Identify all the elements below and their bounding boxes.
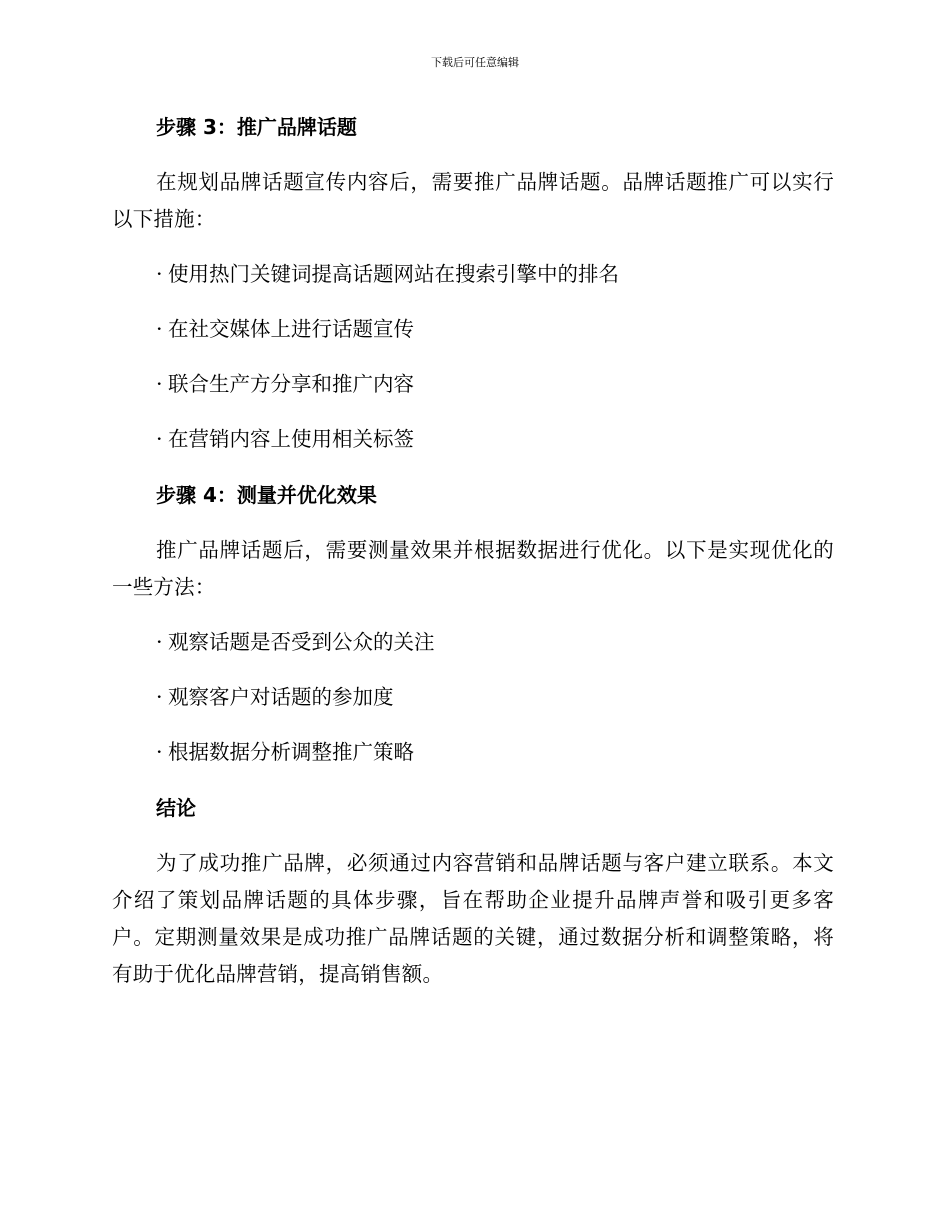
page-header: 下载后可任意编辑 [431,56,519,69]
section-heading-step3: 步骤 3：推广品牌话题 [156,115,357,139]
bullet-dot: · [156,427,163,451]
bullet-item [112,311,834,348]
section-paragraph-conclusion: 为了成功推广品牌，必须通过内容营销和品牌话题与客户建立联系。本文介绍了策划品牌话题的具体步骤，旨在帮助企业提升品牌声誉和吸引更多客户。定期测量效果是成功推广品牌话题的关键，通过数据分析和调整策略，将有助于优化品牌营销，提高销售额。 [112,851,834,986]
bullet-text: 观察客户对话题的参加度 [168,685,394,709]
bullet-text: 观察话题是否受到公众的关注 [168,630,435,654]
bullet-dot: · [156,372,163,396]
bullet-text: 使用热门关键词提高话题网站在搜索引擎中的排名 [168,262,619,286]
bullet-dot: · [156,630,163,654]
bullet-item [112,421,834,458]
section-paragraph-step3: 在规划品牌话题宣传内容后，需要推广品牌话题。品牌话题推广可以实行以下措施： [112,170,834,231]
section-heading-conclusion: 结论 [156,796,196,820]
bullet-text: 根据数据分析调整推广策略 [168,740,414,764]
bullet-item [112,366,834,403]
bullet-dot: · [156,317,163,341]
bullet-text: 联合生产方分享和推广内容 [168,372,414,396]
bullet-item [112,679,834,716]
bullet-item [112,624,834,661]
bullet-text: 在社交媒体上进行话题宣传 [168,317,414,341]
bullet-dot: · [156,685,163,709]
bullet-dot: · [156,262,163,286]
bullet-text: 在营销内容上使用相关标签 [168,427,414,451]
bullet-item [112,734,834,771]
bullet-item [112,256,834,293]
document-body [112,110,834,993]
section-paragraph-step4: 推广品牌话题后，需要测量效果并根据数据进行优化。以下是实现优化的一些方法： [112,538,834,599]
section-heading-step4: 步骤 4：测量并优化效果 [156,483,377,507]
bullet-dot: · [156,740,163,764]
